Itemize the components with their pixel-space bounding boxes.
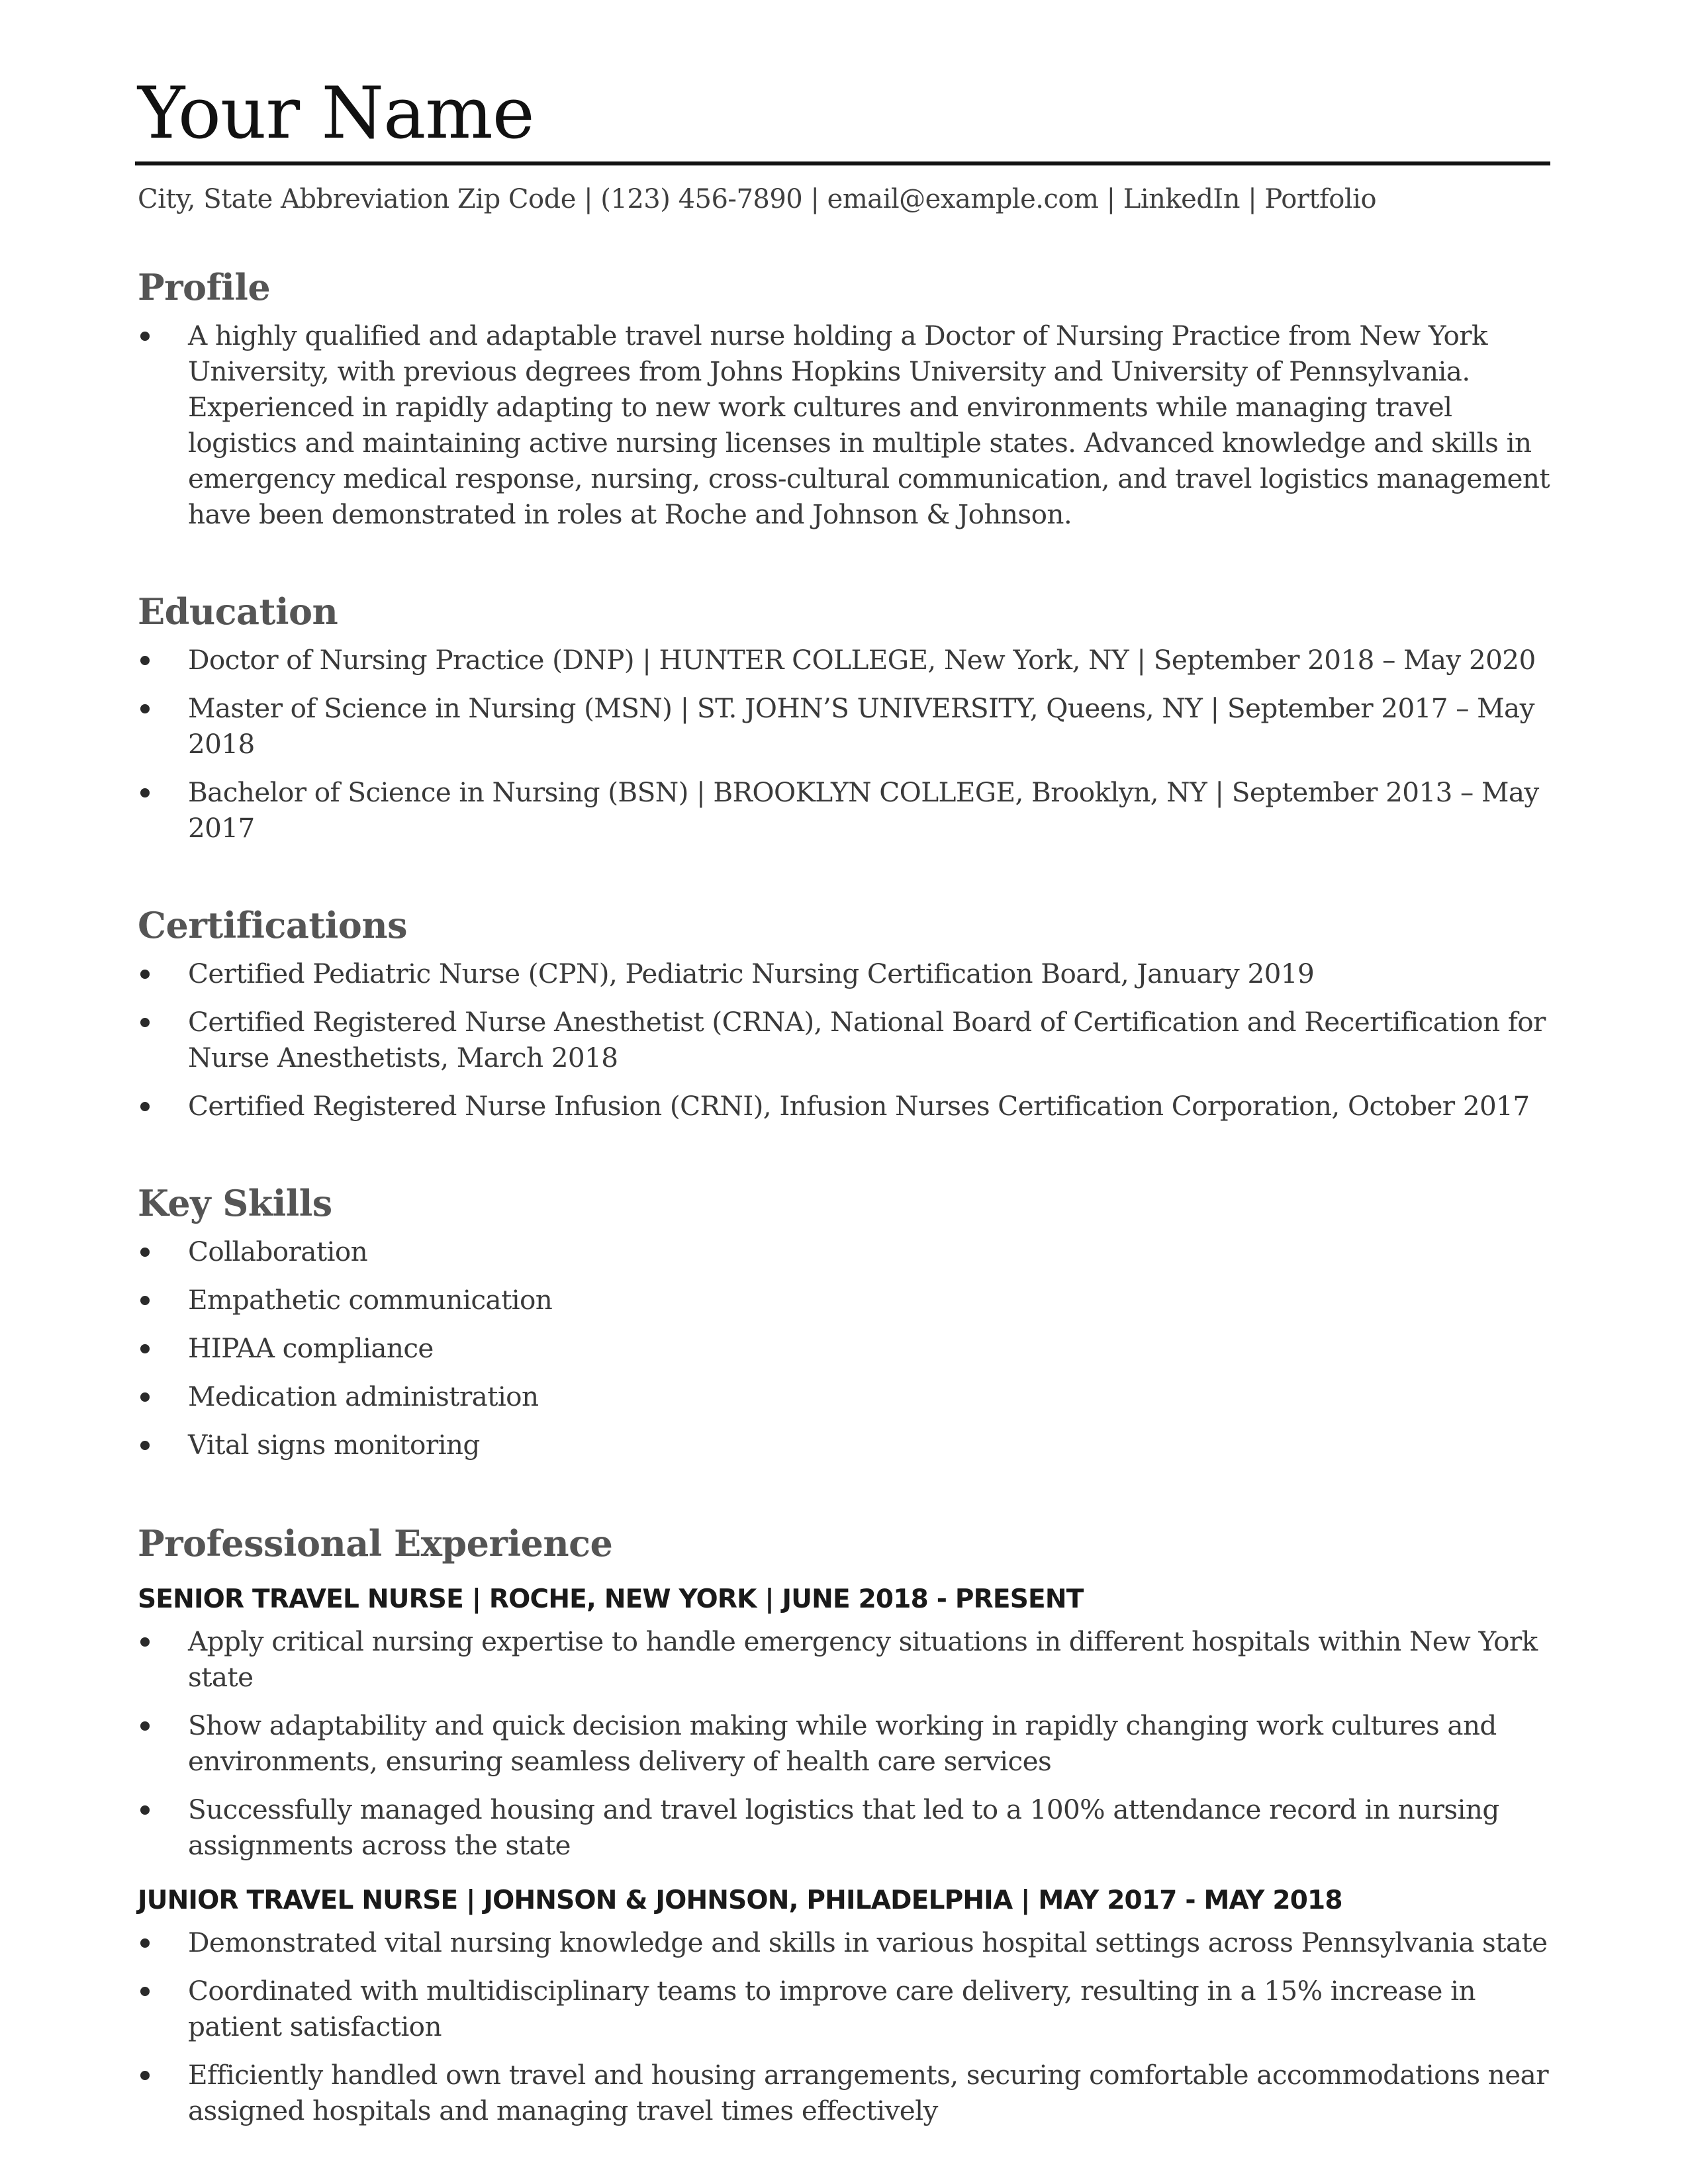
certifications-list [138,956,1551,1124]
skills-list [138,1234,1551,1463]
contact-line: City, State Abbreviation Zip Code | (123) 456-7890 | email@example.com | LinkedIn | Portfolio [138,184,1377,215]
section-title-key-skills: Key Skills [138,1182,332,1225]
job-duties-senior [138,1623,1551,1863]
skill-item [138,1282,1551,1318]
certification-text: Certified Pediatric Nurse (CPN), Pediatric Nursing Certification Board, January 2019 [188,958,1315,990]
education-list [138,642,1551,846]
resume-page [138,73,1551,2141]
bullet-icon [140,1721,150,1731]
skill-text: Collaboration [188,1236,368,1268]
skill-item [138,1330,1551,1366]
bullet-icon [140,332,150,341]
candidate-name: Your Name [138,72,534,155]
education-item [138,642,1551,678]
job-duty-item [138,1792,1551,1863]
education-item [138,774,1551,846]
education-item [138,690,1551,762]
job-duty-item [138,1925,1551,1960]
profile-list [138,318,1551,532]
bullet-icon [140,1392,150,1402]
section-title-experience: Professional Experience [138,1522,613,1565]
bullet-icon [140,1344,150,1353]
education-text: Master of Science in Nursing (MSN) | ST. JOHN’S UNIVERSITY, Queens, NY | September 2017 – May 2018 [188,692,1534,760]
job-duty-text: Show adaptability and quick decision making while working in rapidly changing work cultures and environments, ensuring seamless delivery of health care services [188,1709,1497,1778]
job-heading-senior: SENIOR TRAVEL NURSE | ROCHE, NEW YORK | JUNE 2018 - PRESENT [138,1584,1084,1615]
certification-text: Certified Registered Nurse Infusion (CRNI), Infusion Nurses Certification Corporation, October 2017 [188,1090,1530,1122]
education-text: Doctor of Nursing Practice (DNP) | HUNTER COLLEGE, New York, NY | September 2018 – May 2020 [188,644,1536,676]
bullet-icon [140,1018,150,1027]
skill-text: HIPAA compliance [188,1332,434,1365]
job-duties-junior [138,1925,1551,2128]
section-title-education: Education [138,590,338,633]
bullet-icon [140,1102,150,1111]
skill-text: Medication administration [188,1381,539,1413]
skill-item [138,1234,1551,1269]
job-duty-item [138,1973,1551,2044]
job-duty-item [138,1623,1551,1695]
bullet-icon [140,656,150,665]
bullet-icon [140,1248,150,1257]
bullet-icon [140,1637,150,1647]
certification-item [138,1004,1551,1075]
job-duty-item [138,1707,1551,1779]
bullet-icon [140,970,150,979]
bullet-icon [140,1938,150,1948]
job-heading-junior: JUNIOR TRAVEL NURSE | JOHNSON & JOHNSON, PHILADELPHIA | MAY 2017 - MAY 2018 [138,1886,1342,1916]
bullet-icon [140,2071,150,2080]
job-duty-text: Successfully managed housing and travel logistics that led to a 100% attendance record in nursing assignments across the state [188,1794,1499,1862]
profile-item [138,318,1551,532]
skill-text: Vital signs monitoring [188,1429,480,1461]
header-divider [135,161,1550,165]
bullet-icon [140,1987,150,1996]
profile-text: A highly qualified and adaptable travel nurse holding a Doctor of Nursing Practice from New York University, with previous degrees from Johns Hopkins University and University of Pennsylvania. Experienced in rapidly adapting to new work cultures and environments while managing travel logistics and maintaining active nursing licenses in multiple states. Advanced knowledge and skills in emergency medical response, nursing, cross-cultural communication, and travel logistics management have been demonstrated in roles at Roche and Johnson & Johnson. [188,320,1550,531]
job-duty-text: Coordinated with multidisciplinary teams to improve care delivery, resulting in a 15% increase in patient satisfaction [188,1975,1476,2043]
section-title-profile: Profile [138,266,271,309]
job-duty-text: Efficiently handled own travel and housing arrangements, securing comfortable accommodations near assigned hospitals and managing travel times effectively [188,2059,1548,2127]
section-title-certifications: Certifications [138,904,407,947]
bullet-icon [140,1441,150,1450]
education-text: Bachelor of Science in Nursing (BSN) | BROOKLYN COLLEGE, Brooklyn, NY | September 2013 – May 2017 [188,776,1539,844]
job-duty-item [138,2057,1551,2128]
skill-item [138,1427,1551,1463]
certification-item [138,1088,1551,1124]
certification-item [138,956,1551,991]
job-duty-text: Demonstrated vital nursing knowledge and skills in various hospital settings across Pennsylvania state [188,1927,1548,1959]
skill-text: Empathetic communication [188,1284,553,1316]
bullet-icon [140,1296,150,1305]
certification-text: Certified Registered Nurse Anesthetist (CRNA), National Board of Certification and Recertification for Nurse Anesthetists, March 2018 [188,1006,1546,1074]
bullet-icon [140,704,150,713]
skill-item [138,1379,1551,1414]
bullet-icon [140,1805,150,1815]
job-duty-text: Apply critical nursing expertise to handle emergency situations in different hospitals within New York state [188,1625,1538,1694]
bullet-icon [140,788,150,797]
